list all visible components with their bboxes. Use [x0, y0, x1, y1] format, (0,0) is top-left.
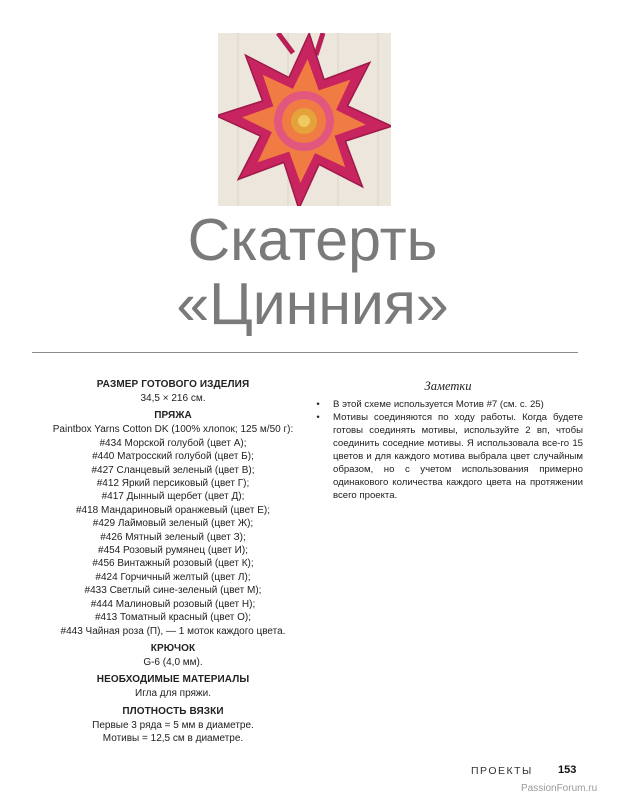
yarn-line: Paintbox Yarns Cotton DK (100% хлопок; 125 м/50 г):	[52, 424, 294, 436]
note-text: Мотивы соединяются по ходу работы. Когда будете готовы соединять мотивы, используйте 2 вп, чтобы соединить соседние мотивы. Я использовала все-го 15 цветов и для каждого мотива выбрала цвет случайным образом, но с учетом использования примерно одинакового количества каждого цвета на протяжении всего проекта.	[333, 412, 583, 501]
hook-section	[28, 642, 318, 669]
yarn-line: #412 Яркий персиковый (цвет Г);	[96, 478, 250, 490]
yarn-line: #434 Морской голубой (цвет А);	[99, 437, 247, 449]
yarn-line: #433 Светлый сине-зеленый (цвет М);	[84, 585, 262, 597]
page-title	[0, 208, 625, 336]
yarn-heading: ПРЯЖА	[154, 410, 192, 422]
yarn-line: #454 Розовый румянец (цвет И);	[98, 545, 248, 557]
yarn-line: #417 Дынный щербет (цвет Д);	[101, 491, 245, 503]
specs-column	[28, 378, 318, 750]
hook-heading: КРЮЧОК	[150, 642, 196, 654]
yarn-line: #426 Мятный зеленый (цвет З);	[100, 531, 246, 543]
watermark: PassionForum.ru	[521, 783, 598, 794]
gauge-heading: ПЛОТНОСТЬ ВЯЗКИ	[122, 705, 224, 717]
notes-column	[313, 378, 583, 502]
note-text: В этой схеме используется Мотив #7 (см. с. 25)	[333, 399, 544, 410]
hook-value: G-6 (4,0 мм).	[143, 656, 203, 668]
title-line-2: «Цинния»	[176, 271, 449, 337]
notes-list	[313, 398, 583, 502]
yarn-line: #440 Матросский голубой (цвет Б);	[92, 451, 254, 463]
yarn-line: #418 Мандариновый оранжевый (цвет Е);	[76, 504, 270, 516]
gauge-section	[28, 705, 318, 746]
bullet-icon: •	[316, 399, 320, 410]
yarn-line: #427 Сланцевый зеленый (цвет В);	[91, 464, 255, 476]
crochet-star-motif-icon	[218, 33, 391, 206]
gauge-line: Первые 3 ряда = 5 мм в диаметре.	[92, 719, 254, 731]
yarn-section	[28, 409, 318, 638]
gauge-line: Мотивы = 12,5 см в диаметре.	[102, 733, 244, 745]
materials-value: Игла для пряжи.	[135, 688, 211, 700]
yarn-line: #424 Горчичный желтый (цвет Л);	[95, 571, 251, 583]
yarn-line: #429 Лаймовый зеленый (цвет Ж);	[92, 518, 254, 530]
title-line-1: Скатерть	[187, 207, 438, 273]
size-value: 34,5 × 216 см.	[140, 393, 206, 404]
yarn-line: #456 Винтажный розовый (цвет К);	[92, 558, 254, 570]
list-item	[313, 398, 583, 411]
materials-heading: НЕОБХОДИМЫЕ МАТЕРИАЛЫ	[96, 674, 250, 686]
list-item	[313, 411, 583, 502]
project-photo	[218, 33, 391, 206]
yarn-line: #444 Малиновый розовый (цвет Н);	[90, 598, 256, 610]
yarn-line: #443 Чайная роза (П), — 1 моток каждого цвета.	[60, 625, 286, 637]
size-section	[28, 378, 318, 405]
notes-heading: Заметки	[424, 379, 472, 393]
yarn-line: #413 Томатный красный (цвет О);	[94, 612, 252, 624]
footer-section-label: ПРОЕКТЫ	[471, 765, 533, 777]
size-heading: РАЗМЕР ГОТОВОГО ИЗДЕЛИЯ	[96, 379, 250, 390]
materials-section	[28, 673, 318, 700]
bullet-icon: •	[316, 412, 320, 423]
title-divider	[32, 352, 578, 353]
page-number: 153	[558, 764, 577, 776]
